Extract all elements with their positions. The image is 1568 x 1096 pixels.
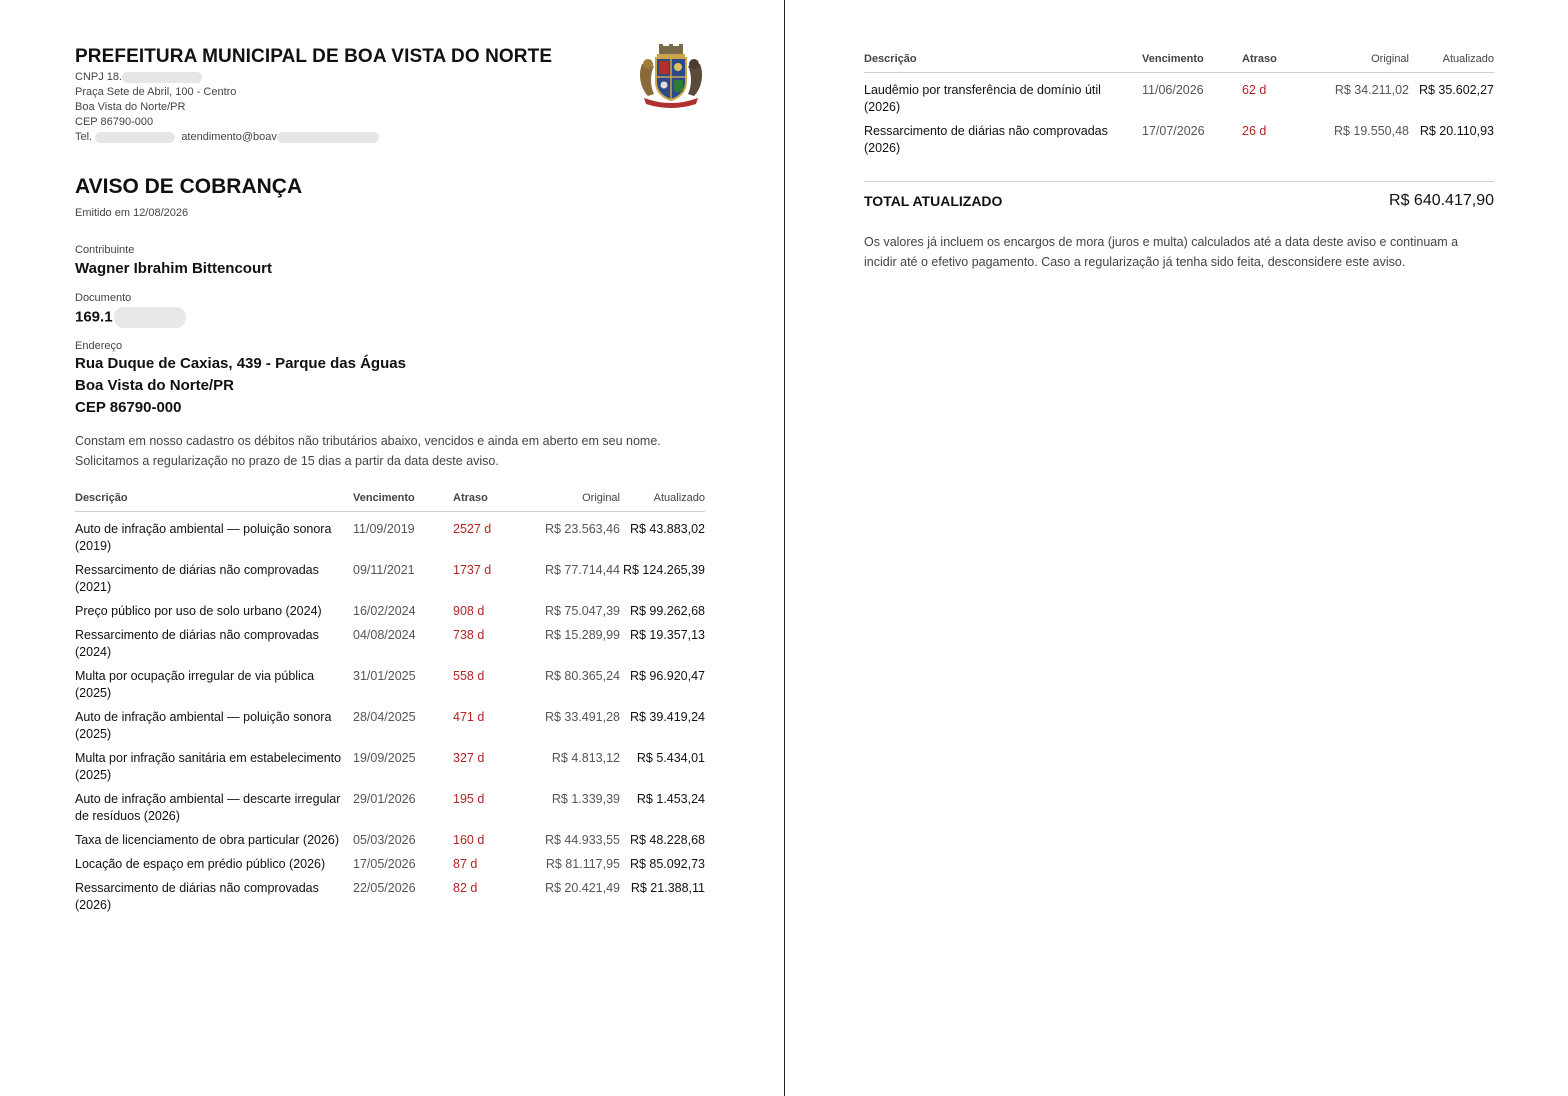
intro-line: Solicitamos a regularização no prazo de 15 dias a partir da data deste aviso.: [75, 453, 499, 468]
debt-original-amount: R$ 33.491,28: [544, 710, 620, 724]
debt-updated-amount: R$ 124.265,39: [622, 563, 705, 577]
debt-original-amount: R$ 23.563,46: [544, 522, 620, 536]
redaction-mark: [122, 72, 202, 83]
debt-original-amount: R$ 44.933,55: [544, 833, 620, 847]
document-number: [75, 307, 186, 328]
debt-description: Ressarcimento de diárias não comprovadas (2021): [75, 563, 319, 594]
table-header-row: [75, 490, 705, 512]
document-number-text: 169.1: [75, 308, 113, 326]
debt-updated-amount: R$ 21.388,11: [630, 881, 705, 895]
table-row: [75, 880, 705, 921]
debt-description: Auto de infração ambiental — descarte irregular de resíduos (2026): [75, 792, 341, 823]
total-value: R$ 640.417,90: [1389, 192, 1494, 209]
debt-updated-amount: R$ 1.453,24: [636, 792, 705, 806]
col-header-due: Vencimento: [353, 490, 453, 512]
org-cnpj-text: CNPJ 18.: [75, 71, 123, 83]
footnote-paragraph: [864, 233, 1496, 272]
taxpayer-name: Wagner Ibrahim Bittencourt: [75, 260, 272, 277]
col-header-original: Original: [1322, 51, 1409, 73]
notice-page-2: [786, 0, 1568, 1096]
col-header-original: Original: [533, 490, 620, 512]
debt-description: Preço público por uso de solo urbano (2024): [75, 604, 322, 618]
col-header-updated: Atualizado: [1409, 51, 1494, 73]
debt-delay: 87 d: [453, 857, 478, 871]
address-line: CEP 86790-000: [75, 399, 182, 416]
debt-description: Auto de infração ambiental — poluição sonora (2025): [75, 710, 332, 741]
debt-description: Multa por ocupação irregular de via pública (2025): [75, 669, 315, 700]
org-cep: CEP 86790-000: [75, 116, 154, 128]
debt-delay: 160 d: [453, 833, 485, 847]
debt-updated-amount: R$ 99.262,68: [629, 604, 705, 618]
debt-description: Taxa de licenciamento de obra particular (2026): [75, 833, 340, 847]
total-divider: [864, 181, 1494, 182]
table-row: [75, 512, 705, 563]
debt-delay: 738 d: [453, 628, 485, 642]
debt-delay: 62 d: [1242, 83, 1267, 97]
address-label: Endereço: [75, 340, 123, 352]
debt-delay: 2527 d: [453, 522, 492, 536]
debt-description: Laudêmio por transferência de domínio útil (2026): [864, 83, 1101, 114]
debt-original-amount: R$ 15.289,99: [544, 628, 620, 642]
debt-original-amount: R$ 81.117,95: [545, 857, 620, 871]
debt-updated-amount: R$ 43.883,02: [629, 522, 705, 536]
debt-due-date: 04/08/2024: [353, 628, 416, 642]
debt-due-date: 17/05/2026: [353, 857, 416, 871]
org-tel-label: Tel.: [75, 131, 93, 143]
table-row: [75, 791, 705, 832]
debt-original-amount: R$ 20.421,49: [544, 881, 620, 895]
page-divider: [784, 0, 785, 1096]
debt-delay: 327 d: [453, 751, 485, 765]
intro-paragraph: [75, 432, 661, 471]
debt-due-date: 16/02/2024: [353, 604, 416, 618]
debt-due-date: 22/05/2026: [353, 881, 416, 895]
org-name: PREFEITURA MUNICIPAL DE BOA VISTA DO NORTE: [75, 46, 553, 67]
debt-updated-amount: R$ 19.357,13: [629, 628, 705, 642]
col-header-updated: Atualizado: [620, 490, 705, 512]
debt-due-date: 28/04/2025: [353, 710, 416, 724]
debt-original-amount: R$ 77.714,44: [544, 563, 620, 577]
debt-updated-amount: R$ 39.419,24: [629, 710, 705, 724]
address-line: Rua Duque de Caxias, 439 - Parque das Águas: [75, 355, 406, 372]
notice-title: AVISO DE COBRANÇA: [75, 175, 303, 198]
table-row: [75, 668, 705, 709]
debt-due-date: 11/09/2019: [353, 522, 415, 536]
org-contact-block: [75, 70, 379, 145]
debt-original-amount: R$ 19.550,48: [1333, 124, 1409, 138]
debt-due-date: 05/03/2026: [353, 833, 416, 847]
debts-table: [75, 490, 705, 921]
debt-original-amount: R$ 1.339,39: [551, 792, 620, 806]
table-row: [75, 603, 705, 627]
debt-original-amount: R$ 4.813,12: [551, 751, 620, 765]
debt-description: Ressarcimento de diárias não comprovadas (2026): [864, 124, 1108, 155]
redaction-mark: [95, 132, 175, 143]
footnote-line: Os valores já incluem os encargos de mora (juros e multa) calculados até a data deste aviso e continuam a: [864, 235, 1459, 249]
debt-updated-amount: R$ 48.228,68: [629, 833, 705, 847]
debt-delay: 82 d: [453, 881, 478, 895]
debt-description: Ressarcimento de diárias não comprovadas (2026): [75, 881, 319, 912]
org-city: Boa Vista do Norte/PR: [75, 101, 186, 113]
debt-delay: 558 d: [453, 669, 485, 683]
debt-updated-amount: R$ 96.920,47: [629, 669, 705, 683]
table-header-row: [864, 51, 1494, 73]
debt-delay: 471 d: [453, 710, 485, 724]
debt-description: Locação de espaço em prédio público (2026): [75, 857, 326, 871]
taxpayer-label: Contribuinte: [75, 244, 135, 256]
table-row: [75, 750, 705, 791]
org-address: Praça Sete de Abril, 100 - Centro: [75, 86, 237, 98]
municipal-coat-of-arms-icon: [636, 44, 706, 108]
debt-due-date: 19/09/2025: [353, 751, 416, 765]
debt-description: Multa por infração sanitária em estabelecimento (2025): [75, 751, 342, 782]
col-header-description: Descrição: [75, 490, 353, 512]
table-row: [75, 709, 705, 750]
address-line: Boa Vista do Norte/PR: [75, 377, 234, 394]
org-cnpj: [75, 70, 379, 85]
document-label: Documento: [75, 292, 132, 304]
col-header-description: Descrição: [864, 51, 1142, 73]
table-row: [75, 856, 705, 880]
org-email: atendimento@boav: [181, 131, 277, 143]
org-phone-email: [75, 130, 379, 145]
debt-updated-amount: R$ 85.092,73: [629, 857, 705, 871]
debt-delay: 195 d: [453, 792, 485, 806]
debt-due-date: 09/11/2021: [353, 563, 415, 577]
debt-description: Ressarcimento de diárias não comprovadas (2024): [75, 628, 319, 659]
debt-delay: 908 d: [453, 604, 485, 618]
debt-due-date: 17/07/2026: [1142, 124, 1205, 138]
debt-due-date: 11/06/2026: [1142, 83, 1204, 97]
debt-updated-amount: R$ 5.434,01: [636, 751, 705, 765]
col-header-delay: Atraso: [1242, 51, 1322, 73]
debt-description: Auto de infração ambiental — poluição sonora (2019): [75, 522, 332, 553]
table-row: [864, 73, 1494, 124]
col-header-delay: Atraso: [453, 490, 533, 512]
debt-due-date: 31/01/2025: [353, 669, 416, 683]
table-row: [75, 562, 705, 603]
intro-line: Constam em nosso cadastro os débitos não tributários abaixo, vencidos e ainda em aberto em seu nome.: [75, 434, 661, 448]
debts-table-continued: [864, 51, 1494, 164]
taxpayer-address: [75, 353, 406, 419]
redaction-mark: [277, 132, 379, 143]
debt-updated-amount: R$ 20.110,93: [1419, 124, 1494, 138]
table-row: [75, 627, 705, 668]
debt-original-amount: R$ 34.211,02: [1334, 83, 1409, 97]
debt-delay: 1737 d: [453, 563, 492, 577]
col-header-due: Vencimento: [1142, 51, 1242, 73]
footnote-line: incidir até o efetivo pagamento. Caso a regularização já tenha sido feita, desconsidere este aviso.: [864, 254, 1406, 269]
redaction-mark: [114, 307, 186, 328]
debt-updated-amount: R$ 35.602,27: [1418, 83, 1494, 97]
table-row: [75, 832, 705, 856]
debt-original-amount: R$ 80.365,24: [544, 669, 620, 683]
debt-due-date: 29/01/2026: [353, 792, 416, 806]
debt-delay: 26 d: [1242, 124, 1267, 138]
debt-original-amount: R$ 75.047,39: [544, 604, 620, 618]
table-row: [864, 123, 1494, 164]
total-label: TOTAL ATUALIZADO: [864, 193, 1003, 209]
issue-date: Emitido em 12/08/2026: [75, 207, 189, 219]
